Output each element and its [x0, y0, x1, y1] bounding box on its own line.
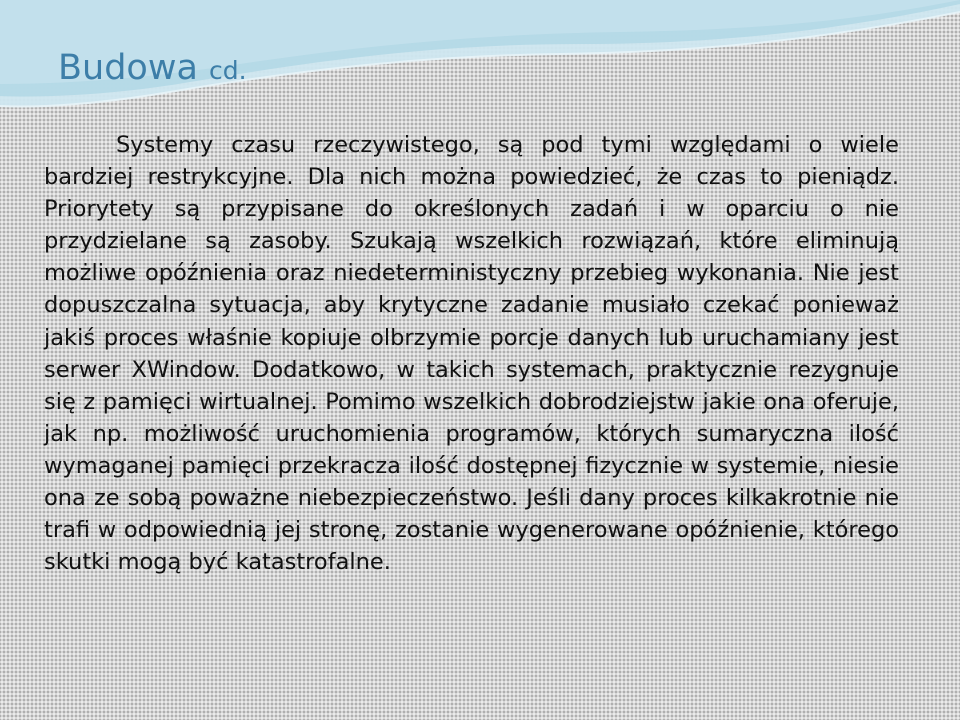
title-main: Budowa	[58, 48, 198, 88]
title-suffix: cd.	[209, 56, 247, 85]
body-paragraph: Systemy czasu rzeczywistego, są pod tymi względami o wiele bardziej restrykcyjne. Dla nich można powiedzieć, że czas to pieniądz. Priorytety są przypisane do określonych zadań i w oparciu o nie przydzielane są zasoby. Szukają wszelkich rozwiązań, które eliminują możliwe opóźnienia oraz niedeterministyczny przebieg wykonania. Nie jest dopuszczalna sytuacja, aby krytyczne zadanie musiało czekać ponieważ jakiś proces właśnie kopiuje olbrzymie porcje danych lub uruchamiany jest serwer XWindow. Dodatkowo, w takich systemach, praktycznie rezygnuje się z pamięci wirtualnej. Pomimo wszelkich dobrodziejstw jakie ona oferuje, jak np. możliwość uruchomienia programów, których sumaryczna ilość wymaganej pamięci przekracza ilość dostępnej fizycznie w systemie, niesie ona ze sobą poważne niebezpieczeństwo. Jeśli dany proces kilkakrotnie nie trafi w odpowiednią jej stronę, zostanie wygenerowane opóźnienie, którego skutki mogą być katastrofalne.	[44, 132, 899, 576]
slide-title	[58, 46, 247, 93]
